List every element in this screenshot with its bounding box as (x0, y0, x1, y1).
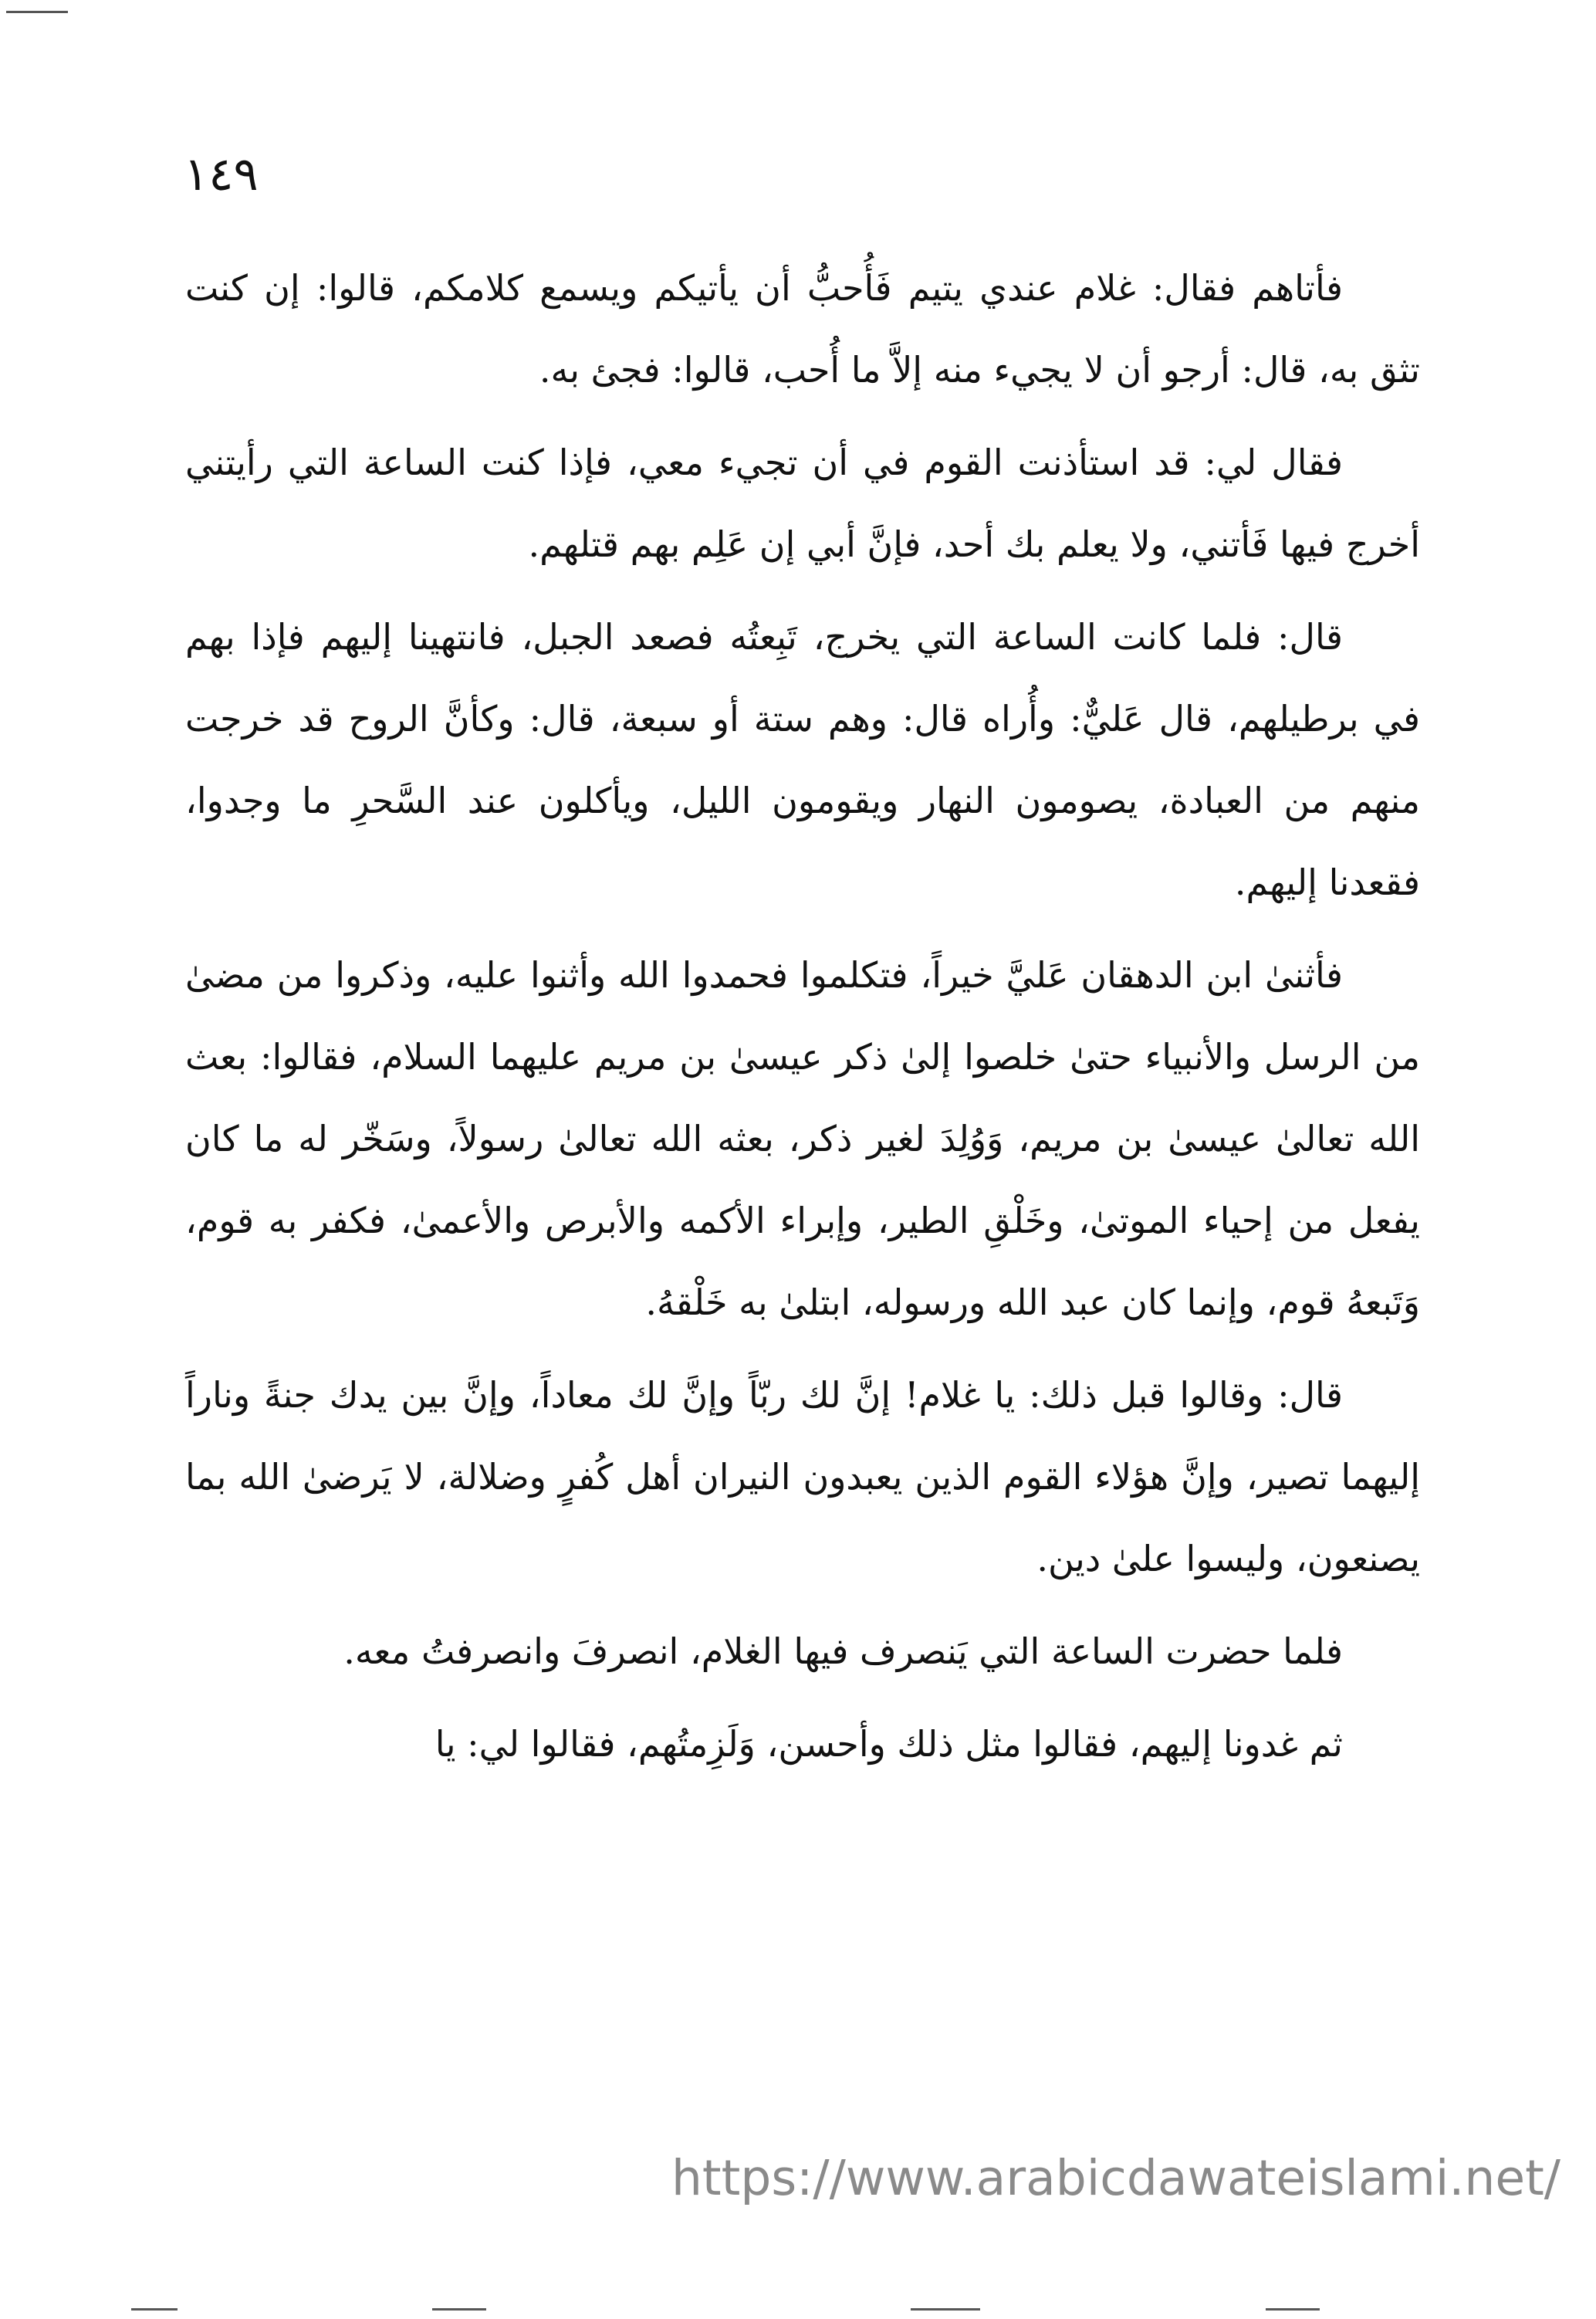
scan-mark-bottom-4 (1266, 2308, 1320, 2311)
page-text (185, 247, 1420, 1796)
scan-mark-bottom-3 (911, 2308, 980, 2311)
scan-mark-bottom-2 (432, 2308, 486, 2311)
page-number: ١٤٩ (184, 147, 259, 201)
paragraph-2: فقال لي: قد استأذنت القوم في أن تجيء معي، فإذا كنت الساعة التي رأيتني أخرج فيها فَأتني، ولا يعلم بك أحد، فإنَّ أبي إن عَلِم بهم قتلهم. (185, 442, 1420, 565)
paragraph-5: قال: وقالوا قبل ذلك: يا غلام! إنَّ لك ربّاً وإنَّ لك معاداً، وإنَّ بين يدك جنةً وناراً إليهما تصير، وإنَّ هؤلاء القوم الذين يعبدون النيران أهل كُفرٍ وضلالة، لا يَرضىٰ الله بما يصنعون، وليسوا علىٰ دين. (185, 1374, 1420, 1579)
scan-mark-top-left (6, 11, 68, 13)
paragraph-3: قال: فلما كانت الساعة التي يخرج، تَبِعتُه فصعد الجبل، فانتهينا إليهم فإذا بهم في برطيلهم، قال عَليٌّ: وأُراه قال: وهم ستة أو سبعة، قال: وكأنَّ الروح قد خرجت منهم من العبادة، يصومون النهار ويقومون الليل، ويأكلون عند السَّحرِ ما وجدوا، فقعدنا إليهم. (185, 616, 1420, 903)
paragraph-1: فأتاهم فقال: غلام عندي يتيم فَأُحبُّ أن يأتيكم ويسمع كلامكم، قالوا: إن كنت تثق به، قال: أرجو أن لا يجيء منه إلاَّ ما أُحب، قالوا: فجئ به. (185, 267, 1420, 391)
footer-url[interactable]: https://www.arabicdawateislami.net/ (671, 2150, 1561, 2206)
paragraph-6: فلما حضرت الساعة التي يَنصرف فيها الغلام، انصرفَ وانصرفتُ معه. (343, 1630, 1343, 1672)
paragraph-4: فأثنىٰ ابن الدهقان عَليَّ خيراً، فتكلموا فحمدوا الله وأثنوا عليه، وذكروا من مضىٰ من الرسل والأنبياء حتىٰ خلصوا إلىٰ ذكر عيسىٰ بن مريم عليهما السلام، فقالوا: بعث الله تعالىٰ عيسىٰ بن مريم، وَوُلِدَ لغير ذكر، بعثه الله تعالىٰ رسولاً، وسَخّر له ما كان يفعل من إحياء الموتىٰ، وخَلْقِ الطير، وإبراء الأكمه والأبرص والأعمىٰ، فكفر به قوم، وَتَبعهُ قوم، وإنما كان عبد الله ورسوله، ابتلىٰ به خَلْقهُ. (185, 954, 1421, 1323)
scan-mark-bottom-1 (131, 2308, 178, 2311)
paragraph-7: ثم غدونا إليهم، فقالوا مثل ذلك وأحسن، وَلَزِمتُهم، فقالوا لي: يا (435, 1723, 1343, 1765)
